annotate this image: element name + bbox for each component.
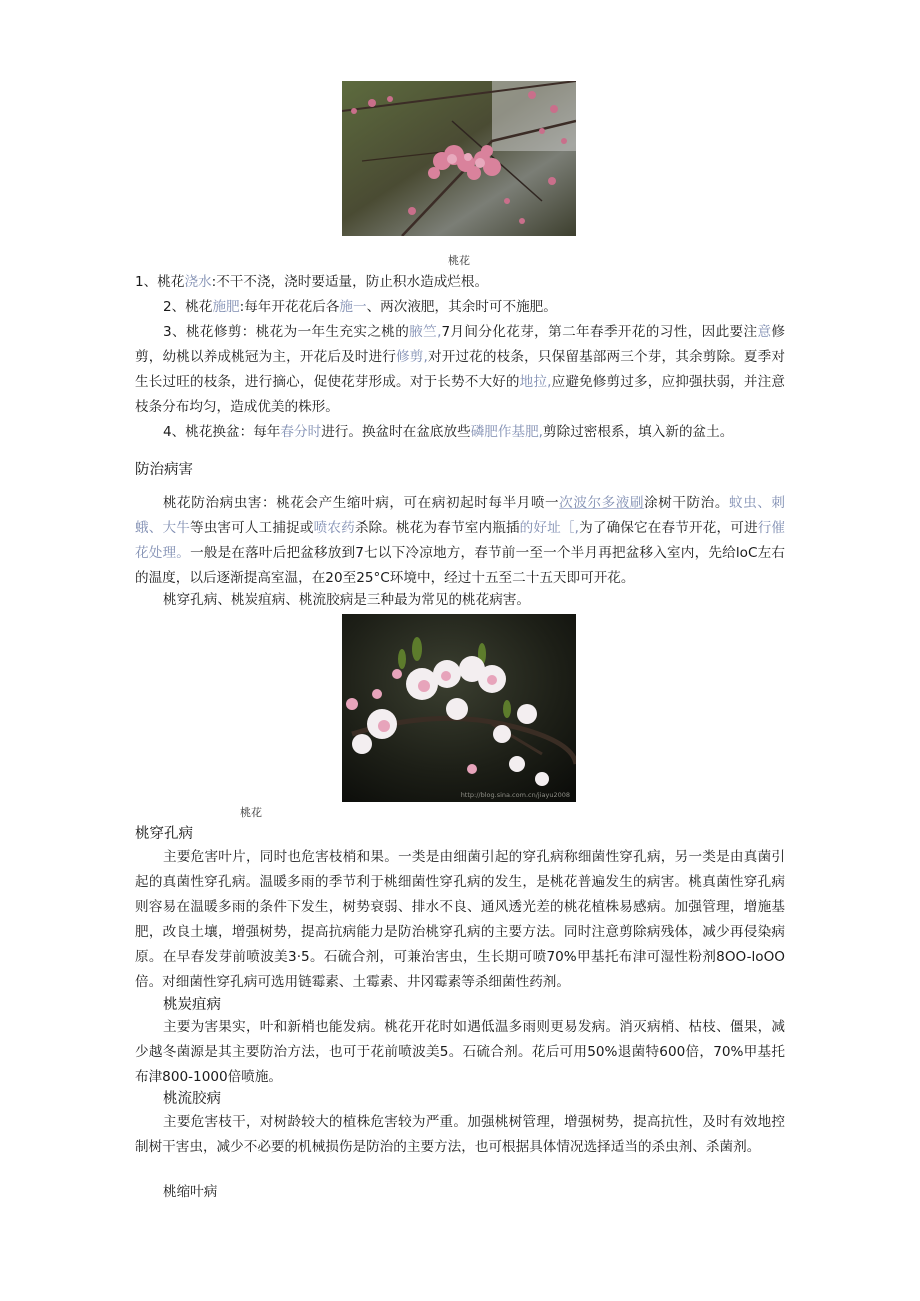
link-forcing-treatment[interactable]: 行催花处理。 xyxy=(135,520,786,561)
disease-body-gummosis: 主要危害枝干，对树龄较大的植株危害较为严重。加强桃树管理，增强树势，提高抗性，及时有效地控制树干害虫，减少不必要的机械损伤是防治的主要方法，也可根据具体情况选择适当的杀虫剂、杀菌剂。 xyxy=(135,1114,785,1155)
text: :每年开花花后各 xyxy=(239,299,340,315)
care-paragraph-repotting xyxy=(135,420,785,445)
figure-2-caption: 桃花 xyxy=(240,806,262,819)
link-pesticide[interactable]: 喷农药 xyxy=(313,520,355,536)
text: 为了确保它在春节开花，可进 xyxy=(578,520,758,536)
text: 一般是在落叶后把盆移放到7七以下冷凉地方，春节前一至一个半月再把盆移入室内，先给loC左右的温度，以后逐渐提高室温，在20至25°C环境中，经过十五至二十五天即可开花。 xyxy=(135,545,785,586)
peach-blossom-photo-2 xyxy=(342,614,576,802)
link-pruning[interactable]: 修剪, xyxy=(396,349,428,365)
text: 4、桃花换盆：每年 xyxy=(163,424,281,440)
disease-title-shot-hole: 桃穿孔病 xyxy=(135,826,193,842)
care-paragraph-watering xyxy=(135,270,785,295)
disease-title-anthracnose: 桃炭疽病 xyxy=(163,997,221,1013)
figure-1-caption: 桃花 xyxy=(448,254,470,267)
text: 2、桃花 xyxy=(163,299,213,315)
text: 7月间分化花芽，第二年春季开花的习性，因此要注 xyxy=(441,324,758,340)
link-watering[interactable]: 浇水 xyxy=(184,274,212,290)
text: 进行。换盆时在盆底放些 xyxy=(321,424,471,440)
text: 等虫害可人工捕捉或 xyxy=(189,520,314,536)
disease-title-gummosis: 桃流胶病 xyxy=(163,1091,221,1107)
link-apply[interactable]: 施一 xyxy=(339,299,367,315)
peach-blossom-photo-1 xyxy=(342,81,576,236)
link-good-vase[interactable]: 的好址［, xyxy=(519,520,579,536)
text: 剪除过密根系，填入新的盆土。 xyxy=(543,424,734,440)
text: 涂树干防治。 xyxy=(644,495,729,511)
text: 对开过花的枝条，只保留基部两三个芽，其余剪除。夏季对生长过旺的枝条，进行摘心，促使花芽形成。对于长势不大好的 xyxy=(135,349,785,390)
link-phosphate-fertilizer[interactable]: 磷肥作基肥, xyxy=(470,424,544,440)
link-bordeaux-mixture[interactable]: 次波尔多液刷 xyxy=(559,495,645,511)
text: 3、桃花修剪：桃花为一年生充实之桃的 xyxy=(163,324,410,340)
care-paragraph-fertilizing xyxy=(135,295,785,320)
text: :不干不浇，浇时要适量，防止积水造成烂根。 xyxy=(211,274,489,290)
disease-body-anthracnose: 主要为害果实，叶和新梢也能发病。桃花开花时如遇低温多雨则更易发病。消灭病梢、枯枝、僵果，减少越冬菌源是其主要防治方法，也可于花前喷波美5。石硫合剂。花后可用50%退菌特600倍，70%甲基托布津800-1000倍喷施。 xyxy=(135,1019,785,1085)
common-diseases-paragraph: 桃穿孔病、桃炭疽病、桃流胶病是三种最为常见的桃花病害。 xyxy=(163,592,531,608)
disease-body-shot-hole: 主要危害叶片，同时也危害枝梢和果。一类是由细菌引起的穿孔病称细菌性穿孔病，另一类是由真菌引起的真菌性穿孔病。温暖多雨的季节利于桃细菌性穿孔病的发生，是桃花普遍发生的病害。桃真菌性穿孔病则容易在温暖多雨的条件下发生，树势衰弱、排水不良、通风透光差的桃花植株易感病。加强管理，增施基肥，改良土壤，增强树势，提高抗病能力是防治桃穿孔病的主要方法。同时注意剪除病残体，减少再侵染病原。在早春发芽前喷波美3·5。石硫合剂，可兼治害虫，生长期可喷70%甲基托布津可湿性粉剂8OO-loOO倍。对细菌性穿孔病可选用链霉素、土霉素、井冈霉素等杀细菌性药剂。 xyxy=(135,849,785,990)
text: 1、桃花 xyxy=(135,274,185,290)
disease-title-leaf-curl: 桃缩叶病 xyxy=(163,1184,218,1200)
text: 应避免修剪过多，应抑强扶弱，并注意枝条分布均匀，造成优美的株形。 xyxy=(135,374,785,415)
link-weak-plant[interactable]: 地拉, xyxy=(519,374,552,390)
text: 、两次液肥，其余时可不施肥。 xyxy=(366,299,557,315)
text: 杀除。桃花为春节室内瓶插 xyxy=(354,520,520,536)
care-paragraph-pruning xyxy=(135,320,785,420)
text: 修剪，幼桃以养成桃冠为主，开花后及时进行 xyxy=(135,324,785,365)
link-fertilizing[interactable]: 施肥 xyxy=(212,299,240,315)
section-title-disease-control: 防治病害 xyxy=(135,462,193,478)
link-spring-equinox[interactable]: 春分时 xyxy=(280,424,322,440)
link-pests[interactable]: 蚊虫、刺蛾、大牛 xyxy=(135,495,786,536)
photo-watermark: http://blog.sina.com.cn/jiayu2008 xyxy=(460,791,570,799)
link-axil[interactable]: 腋竺, xyxy=(409,324,442,340)
link-attention[interactable]: 意 xyxy=(757,324,772,340)
pest-control-paragraph xyxy=(135,491,785,591)
text: 桃花防治病虫害：桃花会产生缩叶病，可在病初起时每半月喷一 xyxy=(163,495,560,511)
